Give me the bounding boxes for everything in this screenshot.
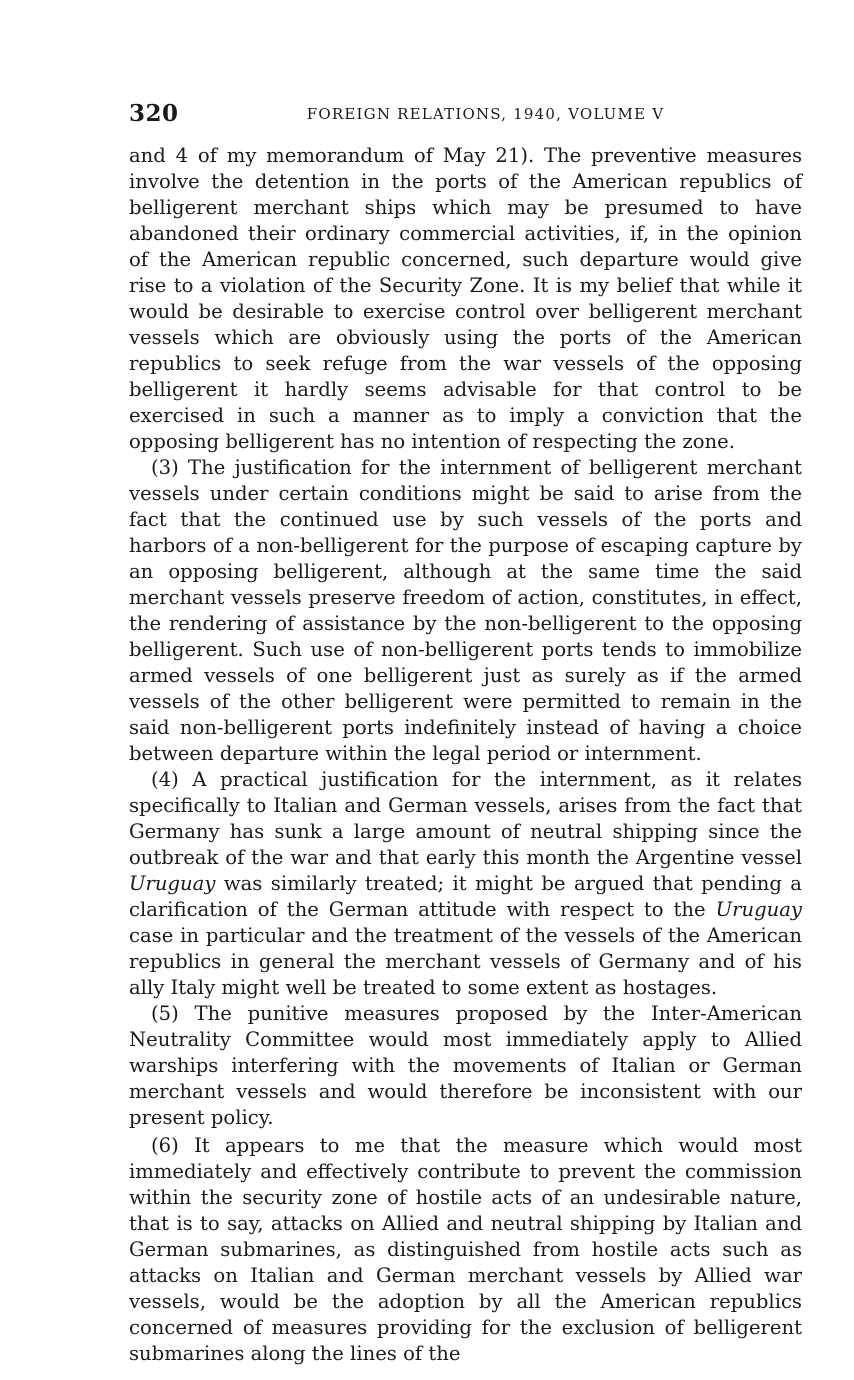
paragraph-4-part-c: case in particular and the treatment of the vessels of the American republics in general the merchant vessels of Germany and of his ally Italy might well be treated to some extent as hostages. bbox=[129, 924, 802, 999]
paragraph-4-part-a: (4) A practical justification for the internment, as it relates specifically to Italian and German vessels, arises from the fact that Germany has sunk a large amount of neutral shipping since the outbreak of the war and that early this month the Argentine vessel bbox=[129, 768, 802, 869]
paragraph-6: (6) It appears to me that the measure which would most immediately and effectively contribute to prevent the commission within the security zone of hostile acts of an undesirable nature, that is to say, attacks on Allied and neutral shipping by Italian and German submarines, as distinguished from hostile acts such as attacks on Italian and German merchant vessels by Allied war vessels, would be the adoption by all the American republics concerned of measures providing for the exclusion of belligerent submarines along the lines of the bbox=[129, 1134, 802, 1365]
paragraph-4-part-b: was similarly treated; it might be argued that pending a clarification of the German attitude with respect to the bbox=[129, 872, 802, 921]
page-header bbox=[129, 100, 802, 130]
body-text bbox=[129, 143, 802, 1367]
running-title: FOREIGN RELATIONS, 1940, VOLUME V bbox=[306, 105, 665, 123]
paragraph-continued: and 4 of my memorandum of May 21). The preventive measures involve the detention in the ports of the American republics of belligerent merchant ships which may be presumed to have abandoned their ordinary commercial activities, if, in the opinion of the American republic concerned, such departure would give rise to a violation of the Security Zone. It is my belief that while it would be desirable to exercise control over belligerent merchant vessels which are obviously using the ports of the American republics to seek refuge from the war vessels of the opposing belligerent it hardly seems advisable for that control to be exercised in such a manner as to imply a conviction that the opposing belligerent has no intention of respecting the zone. bbox=[129, 144, 802, 453]
ship-name-uruguay: Uruguay bbox=[129, 872, 216, 895]
page-number: 320 bbox=[129, 100, 179, 127]
paragraph-4 bbox=[129, 767, 802, 1001]
paragraph-5: (5) The punitive measures proposed by the Inter-American Neutrality Committee would most immediately apply to Allied warships interfering with the movements of Italian or German merchant vessels and would therefore be inconsistent with our present policy. bbox=[129, 1002, 802, 1129]
paragraph-3: (3) The justification for the internment of belligerent merchant vessels under certain conditions might be said to arise from the fact that the continued use by such vessels of the ports and harbors of a non-belligerent for the purpose of escaping capture by an opposing belligerent, although at the same time the said merchant vessels preserve freedom of action, constitutes, in effect, the rendering of assistance by the non-belligerent to the opposing belligerent. Such use of non-belligerent ports tends to immobilize armed vessels of one belligerent just as surely as if the armed vessels of the other belligerent were permitted to remain in the said non-belligerent ports indefinitely instead of having a choice between departure within the legal period or internment. bbox=[129, 456, 802, 765]
ship-name-uruguay-2: Uruguay bbox=[715, 898, 802, 921]
